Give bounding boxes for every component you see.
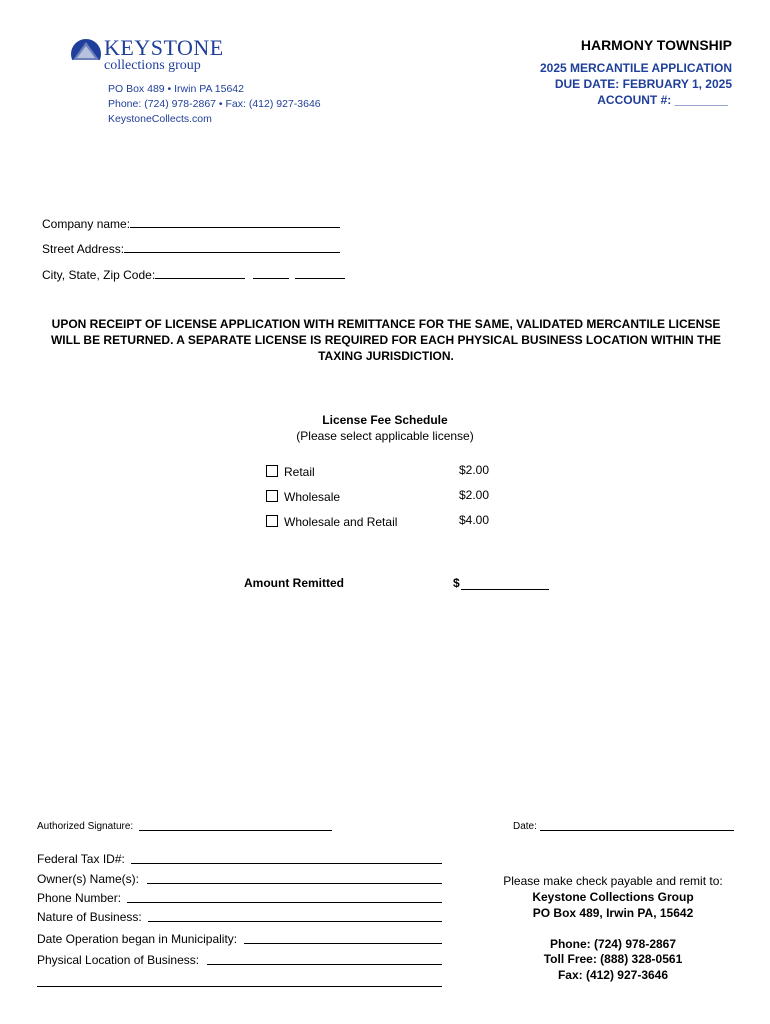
- state-line[interactable]: [253, 267, 289, 279]
- city-line[interactable]: [155, 267, 245, 279]
- license-notice: UPON RECEIPT OF LICENSE APPLICATION WITH REMITTANCE FOR THE SAME, VALIDATED MERCANTILE LICENSE WILL BE RETURNED. A SEPARATE LICENSE IS REQUIRED FOR EACH PHYSICAL BUSINESS LOCATION WITHIN THE TAXING JURISDICTION.: [50, 317, 722, 363]
- company-website: KeystoneCollects.com: [108, 113, 212, 125]
- physical-location-field-continued[interactable]: [37, 986, 442, 987]
- nature-of-business-label: Nature of Business:: [37, 910, 142, 924]
- fee-schedule-subtitle: (Please select applicable license): [296, 429, 474, 443]
- authorized-signature-label: Authorized Signature:: [37, 821, 134, 832]
- company-name-label: Company name:: [42, 217, 131, 231]
- retail-checkbox[interactable]: [266, 465, 278, 477]
- wholesale-and-retail-price: $4.00: [459, 513, 490, 527]
- logo-subtitle: collections group: [104, 58, 201, 73]
- keystone-logo-icon: [70, 38, 102, 70]
- account-number: ACCOUNT #: ________: [597, 93, 728, 107]
- amount-currency-symbol: $: [453, 576, 460, 590]
- application-title: 2025 MERCANTILE APPLICATION: [539, 61, 732, 75]
- wholesale-checkbox[interactable]: [266, 490, 278, 502]
- amount-remitted-label: Amount Remitted: [244, 576, 344, 590]
- company-phone-fax: Phone: (724) 978-2867 • Fax: (412) 927-3646: [108, 98, 321, 110]
- license-option-retail[interactable]: [266, 465, 315, 479]
- federal-tax-id-field[interactable]: [131, 863, 442, 864]
- nature-of-business-field[interactable]: [148, 921, 442, 922]
- federal-tax-id-label: Federal Tax ID#:: [37, 852, 125, 866]
- license-option-wholesale[interactable]: [266, 490, 340, 504]
- date-operation-began-label: Date Operation began in Municipality:: [37, 932, 238, 946]
- date-label: Date:: [513, 821, 537, 832]
- date-operation-began-field[interactable]: [244, 943, 442, 944]
- physical-location-field[interactable]: [207, 964, 442, 965]
- remit-fax: Fax: (412) 927-3646: [557, 968, 669, 982]
- wholesale-price: $2.00: [459, 488, 490, 502]
- owners-field[interactable]: [147, 883, 442, 884]
- remit-intro: Please make check payable and remit to:: [503, 874, 723, 888]
- city-state-zip-field[interactable]: [42, 267, 345, 282]
- due-date: DUE DATE: FEBRUARY 1, 2025: [554, 77, 732, 91]
- wholesale-and-retail-label: Wholesale and Retail: [284, 515, 398, 529]
- date-field[interactable]: [540, 830, 734, 831]
- wholesale-label: Wholesale: [284, 490, 341, 504]
- remit-name: Keystone Collections Group: [532, 890, 694, 904]
- company-address: PO Box 489 • Irwin PA 15642: [108, 83, 244, 95]
- township-title: HARMONY TOWNSHIP: [580, 37, 732, 53]
- street-address-label: Street Address:: [42, 242, 125, 256]
- physical-location-label: Physical Location of Business:: [37, 953, 200, 967]
- retail-label: Retail: [284, 465, 315, 479]
- zip-line[interactable]: [295, 267, 345, 279]
- retail-price: $2.00: [459, 463, 490, 477]
- fee-schedule-title: License Fee Schedule: [322, 413, 448, 427]
- remit-toll-free: Toll Free: (888) 328-0561: [543, 952, 683, 966]
- phone-number-field[interactable]: [127, 902, 442, 903]
- authorized-signature-field[interactable]: [139, 830, 332, 831]
- street-address-line[interactable]: [124, 241, 340, 253]
- company-name-line[interactable]: [130, 216, 340, 228]
- amount-remitted-field[interactable]: [461, 589, 549, 590]
- city-state-zip-label: City, State, Zip Code:: [42, 268, 156, 282]
- phone-number-label: Phone Number:: [37, 891, 122, 905]
- street-address-field[interactable]: [42, 241, 340, 256]
- remit-phone: Phone: (724) 978-2867: [549, 937, 677, 951]
- license-option-wholesale-and-retail[interactable]: [266, 515, 397, 529]
- owners-label: Owner(s) Name(s):: [37, 872, 140, 886]
- remit-address: PO Box 489, Irwin PA, 15642: [532, 906, 694, 920]
- company-name-field[interactable]: [42, 216, 340, 231]
- logo-name: KEYSTONE: [104, 35, 224, 60]
- wholesale-and-retail-checkbox[interactable]: [266, 515, 278, 527]
